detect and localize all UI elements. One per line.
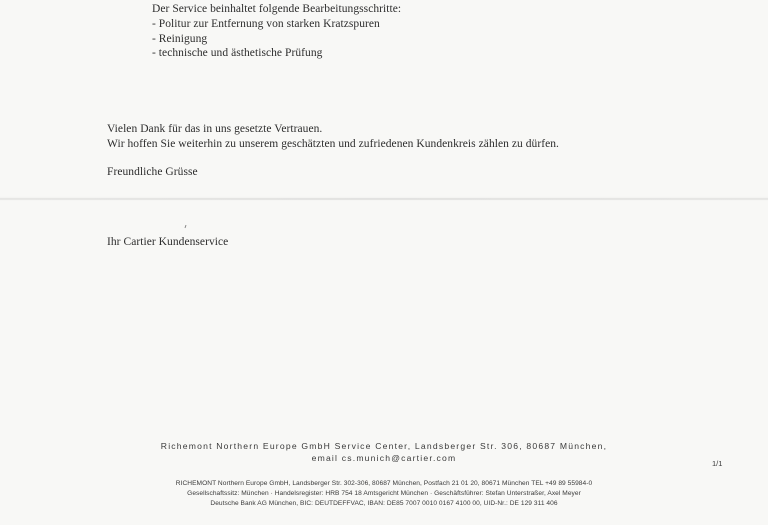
legal-registration: Gesellschaftssitz: München · Handelsregister: HRB 754 18 Amtsgericht München · Geschäftsführer: Stefan Unterstraßer, Axel Meyer — [187, 490, 581, 497]
paper-fold-line — [0, 198, 768, 200]
service-intro: Der Service beinhaltet folgende Bearbeitungsschritte: — [152, 3, 402, 15]
signature: Ihr Cartier Kundenservice — [107, 236, 229, 248]
page-number: 1/1 — [712, 459, 723, 468]
legal-address: RICHEMONT Northern Europe GmbH, Landsberger Str. 302-306, 80687 München, Postfach 21 01 20, 80671 München TEL +49 89 55984-0 — [175, 480, 593, 487]
service-step-inspection: - technische und ästhetische Prüfung — [152, 47, 323, 59]
letterhead-address: Richemont Northern Europe GmbH Service Center, Landsberger Str. 306, 80687 München, — [160, 441, 608, 451]
service-step-polish: - Politur zur Entfernung von starken Kratzspuren — [152, 18, 380, 30]
thanks-line-1: Vielen Dank für das in uns gesetzte Vertrauen. — [107, 123, 323, 135]
legal-bank-details: Deutsche Bank AG München, BIC: DEUTDEFFVAC, IBAN: DE85 7007 0010 0167 4100 00, UID-Nr.: DE 129 311 406 — [210, 500, 558, 507]
thanks-line-2: Wir hoffen Sie weiterhin zu unserem geschätzten und zufriedenen Kundenkreis zählen zu dürfen. — [107, 138, 559, 150]
closing-greeting: Freundliche Grüsse — [107, 166, 198, 178]
paper-speck — [185, 225, 187, 228]
letterhead-email: email cs.munich@cartier.com — [311, 453, 457, 463]
service-step-cleaning: - Reinigung — [152, 33, 208, 45]
